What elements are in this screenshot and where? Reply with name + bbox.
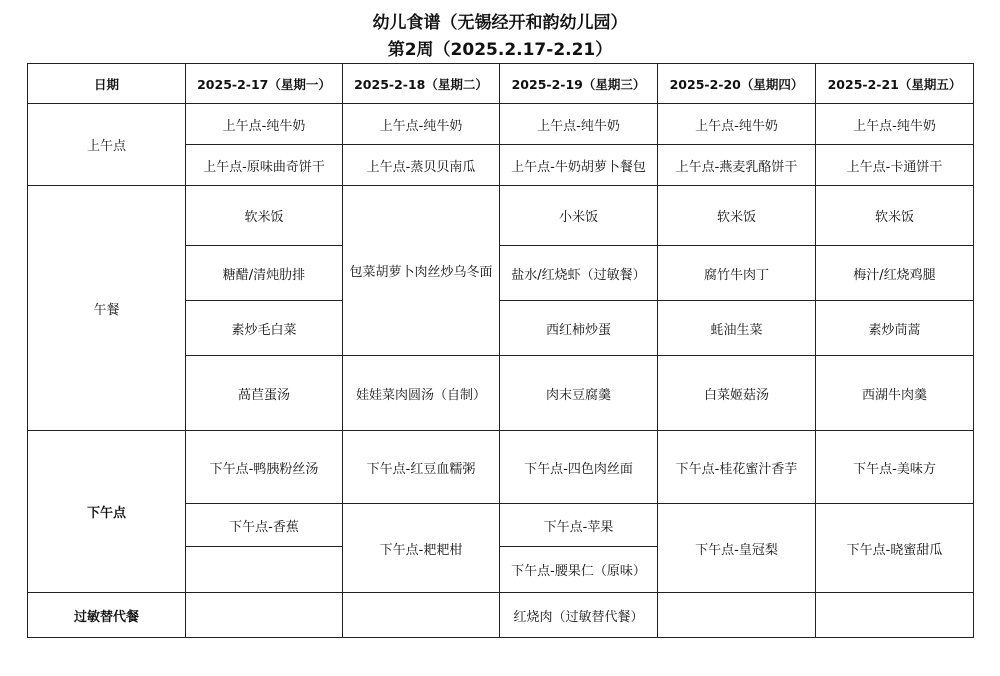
day-header-mon: 2025-2-17（星期一） (186, 64, 343, 104)
menu-cell: 梅汁/红烧鸡腿 (816, 246, 974, 301)
menu-cell: 素炒茼蒿 (816, 301, 974, 356)
menu-cell: 下午点-桂花蜜汁香芋 (658, 431, 816, 504)
afternoon-label: 下午点 (28, 431, 186, 593)
menu-cell: 白菜姬菇汤 (658, 356, 816, 431)
menu-cell: 蚝油生菜 (658, 301, 816, 356)
menu-table (27, 63, 974, 638)
menu-cell: 下午点-晓蜜甜瓜 (816, 504, 974, 593)
morning-row-1 (28, 104, 974, 145)
allergy-label: 过敏替代餐 (28, 593, 186, 638)
menu-cell: 软米饭 (186, 186, 343, 246)
week-subtitle: 第2周（2025.2.17-2.21） (387, 40, 613, 60)
menu-cell: 下午点-苹果 (500, 504, 658, 547)
menu-cell: 盐水/红烧虾（过敏餐） (500, 246, 658, 301)
menu-cell: 下午点-美味方 (816, 431, 974, 504)
lunch-row-1 (28, 186, 974, 246)
menu-cell: 下午点-红豆血糯粥 (343, 431, 500, 504)
menu-cell: 上午点-卡通饼干 (816, 145, 974, 186)
menu-cell: 上午点-纯牛奶 (343, 104, 500, 145)
menu-cell: 腐竹牛肉丁 (658, 246, 816, 301)
menu-cell: 下午点-鸭胰粉丝汤 (186, 431, 343, 504)
empty-cell (816, 593, 974, 638)
menu-cell: 下午点-皇冠梨 (658, 504, 816, 593)
menu-cell: 下午点-耙耙柑 (343, 504, 500, 593)
menu-cell: 娃娃菜肉圆汤（自制） (343, 356, 500, 431)
menu-cell: 上午点-纯牛奶 (186, 104, 343, 145)
empty-cell (186, 593, 343, 638)
lunch-label: 午餐 (28, 186, 186, 431)
menu-cell: 软米饭 (658, 186, 816, 246)
menu-cell: 上午点-牛奶胡萝卜餐包 (500, 145, 658, 186)
menu-cell: 上午点-纯牛奶 (816, 104, 974, 145)
afternoon-row-1 (28, 431, 974, 504)
menu-cell: 红烧肉（过敏替代餐） (500, 593, 658, 638)
morning-label: 上午点 (28, 104, 186, 186)
date-label: 日期 (28, 64, 186, 104)
menu-cell: 西湖牛肉羹 (816, 356, 974, 431)
menu-cell: 素炒毛白菜 (186, 301, 343, 356)
menu-cell: 小米饭 (500, 186, 658, 246)
empty-cell (186, 547, 343, 593)
menu-cell: 下午点-四色肉丝面 (500, 431, 658, 504)
menu-cell: 包菜胡萝卜肉丝炒乌冬面 (343, 186, 500, 356)
menu-cell: 下午点-香蕉 (186, 504, 343, 547)
menu-cell: 肉末豆腐羹 (500, 356, 658, 431)
menu-cell: 上午点-燕麦乳酪饼干 (658, 145, 816, 186)
day-header-fri: 2025-2-21（星期五） (816, 64, 974, 104)
allergy-row (28, 593, 974, 638)
day-header-thu: 2025-2-20（星期四） (658, 64, 816, 104)
menu-cell: 下午点-腰果仁（原味） (500, 547, 658, 593)
menu-cell: 糖醋/清炖肋排 (186, 246, 343, 301)
empty-cell (658, 593, 816, 638)
day-header-wed: 2025-2-19（星期三） (500, 64, 658, 104)
menu-title: 幼儿食谱（无锡经开和韵幼儿园） (372, 13, 628, 33)
empty-cell (343, 593, 500, 638)
menu-cell: 上午点-纯牛奶 (658, 104, 816, 145)
menu-cell: 上午点-纯牛奶 (500, 104, 658, 145)
header-row (28, 64, 974, 104)
menu-cell: 西红柿炒蛋 (500, 301, 658, 356)
menu-cell: 上午点-蒸贝贝南瓜 (343, 145, 500, 186)
menu-cell: 软米饭 (816, 186, 974, 246)
menu-cell: 萵苣蛋汤 (186, 356, 343, 431)
menu-cell: 上午点-原味曲奇饼干 (186, 145, 343, 186)
day-header-tue: 2025-2-18（星期二） (343, 64, 500, 104)
